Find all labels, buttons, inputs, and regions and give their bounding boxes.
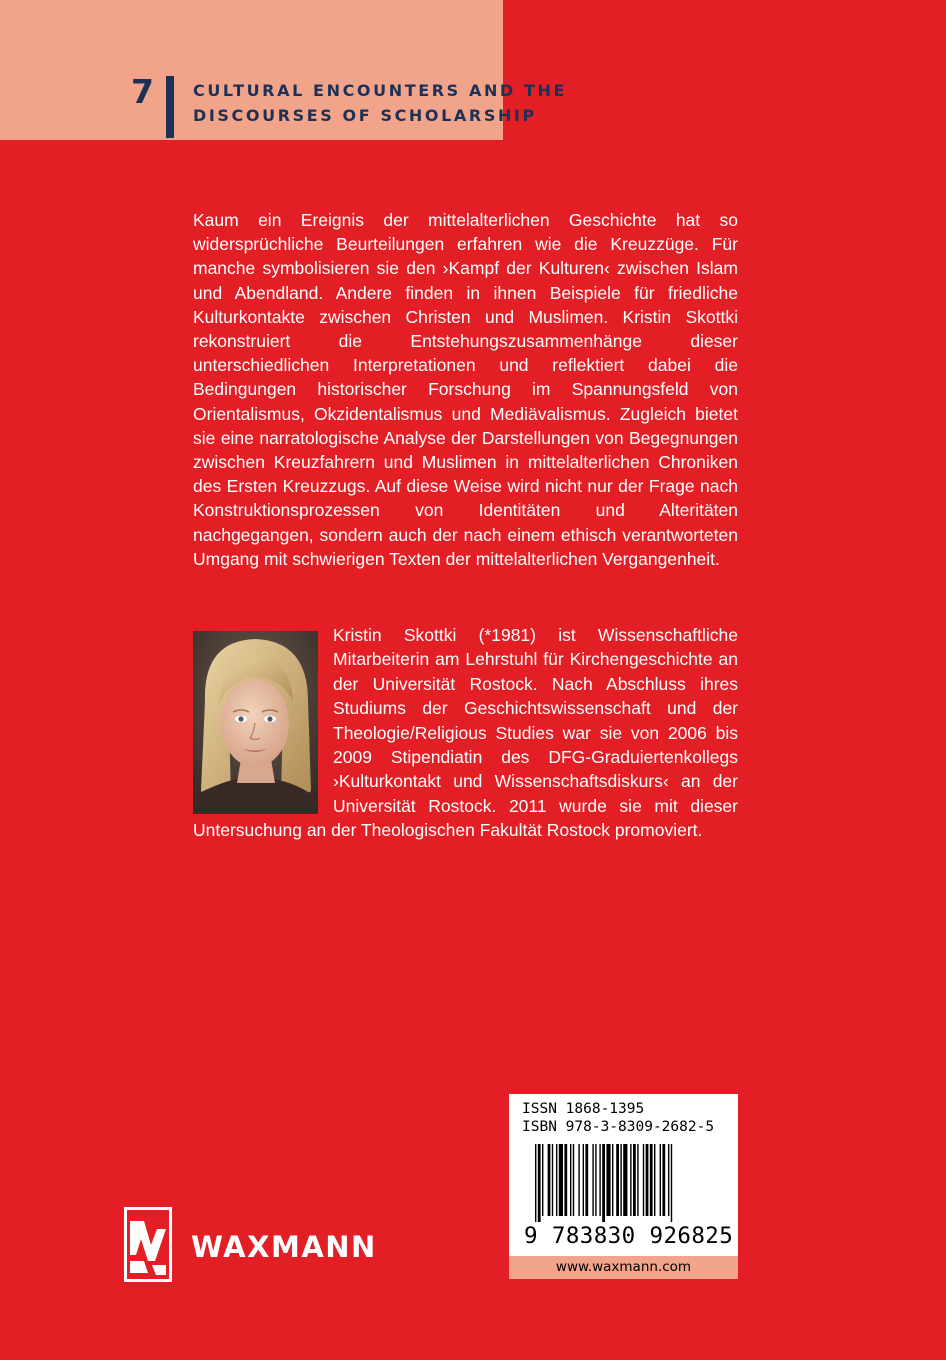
book-description: Kaum ein Ereignis der mittelalterlichen Geschichte hat so widersprüchliche Beurteilungen erfahren wie die Kreuzzüge. Für manche symbolisieren sie den ›Kampf der Kulturen‹ zwischen Islam und Abendland. Andere finden in ihnen Beispiele für friedliche Kulturkontakte zwischen Christen und Muslimen. Kristin Skottki rekonstruiert die Entstehungszusammenhänge dieser unterschiedlichen Interpretationen und reflektiert dabei die Bedingungen historischer Forschung im Spannungsfeld von Orientalismus, Okzidentalismus und Mediävalismus. Zugleich bietet sie eine narratologische Analyse der Darstellungen von Begegnungen zwischen Kreuzfahrern und Muslimen in mittelalterlichen Chroniken des Ersten Kreuzzugs. Auf diese Weise wird nicht nur der Frage nach Konstruktionsprozessen von Identitäten und Alteritäten nachgegangen, sondern auch der nach einem ethisch verantworteten Umgang mit schwierigen Texten der mittelalterlichen Vergangenheit.	[193, 210, 738, 569]
barcode-icon	[535, 1144, 715, 1222]
isbn-barcode-block	[509, 1094, 738, 1256]
isbn-number: ISBN 978-3-8309-2682-5	[522, 1119, 715, 1135]
author-section	[193, 623, 738, 843]
waxmann-logo-icon	[124, 1207, 172, 1282]
publisher-url: www.waxmann.com	[509, 1256, 738, 1279]
series-title-line-1: CULTURAL ENCOUNTERS AND THE	[193, 81, 568, 100]
author-photo	[193, 631, 318, 814]
series-divider	[166, 76, 174, 138]
series-header	[0, 0, 568, 140]
series-number: 7	[131, 72, 154, 111]
author-bio: Kristin Skottki (*1981) ist Wissenschaftliche Mitarbeiterin am Lehrstuhl für Kirchengeschichte an der Universität Rostock. Nach Abschluss ihres Studiums der Geschichtswissenschaft und der Theologie/Religious Studies war sie von 2006 bis 2009 Stipendiatin des DFG-Graduiertenkollegs ›Kulturkontakt und Wissenschaftsdiskurs‹ an der Universität Rostock. 2011 wurde sie mit dieser Untersuchung an der Theologischen Fakultät Rostock promoviert.	[193, 625, 738, 841]
publisher-name: WAXMANN	[191, 1230, 377, 1264]
series-title	[193, 78, 567, 128]
issn-number: ISSN 1868-1395	[522, 1101, 645, 1117]
barcode-digits: 9 783830 926825	[524, 1223, 734, 1249]
series-title-line-2: DISCOURSES OF SCHOLARSHIP	[193, 106, 537, 125]
